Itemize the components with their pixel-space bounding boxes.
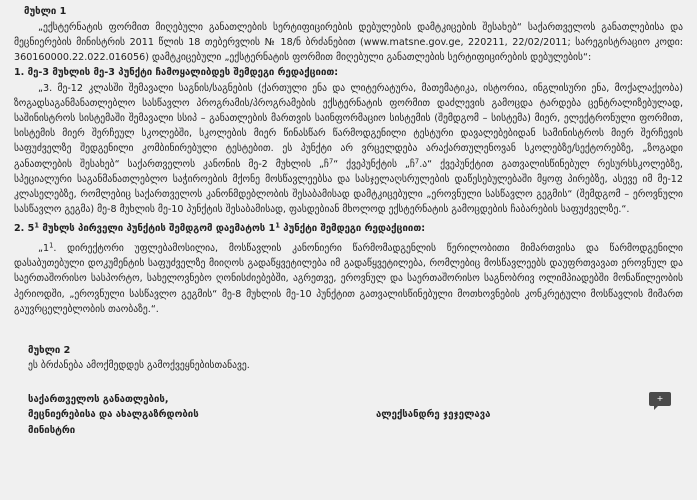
item-2-body-sup: 1 bbox=[49, 241, 54, 250]
article-2-title: მუხლი 2 bbox=[28, 344, 71, 356]
item-1-body-rest: .ა“ ქვეპუნქტით გათვალისწინებულ რესურსსკოლებზე, სპეციალური საგანმანათლებლო საჭიროების მქონე მოსწავლეებსა და სასჯელაღსრულების დაწესებულებაში მყოფ პირებზე, ასევე იმ მე-12 კლასელებზე, რომლებიც საქართველოს კანონმდებლობის შესაბამისად დამტკიცებული „ეროვნული სასწავლო გეგმის“ (შემდგომ – ეროვნული სასწავლო გეგმა) მე-8 მუხლის მე-10 პუნქტის შესაბამისად, ფასდებიან მხოლოდ ექსტერნატის გამოცდების ჩაბარების საფუძველზე.“. bbox=[14, 158, 683, 216]
item-1-superscript-2: 7 bbox=[414, 156, 420, 165]
item-2-heading-b: მუხლს პირველი პუნქტის შემდგომ დაემატოს 1 bbox=[39, 223, 276, 235]
signature-title-line-2: მეცნიერებისა და ახალგაზრდობის bbox=[28, 409, 199, 421]
item-2-heading-c: პუნქტი შემდეგი რედაქციით: bbox=[279, 223, 426, 235]
article-1-title: მუხლი 1 bbox=[24, 6, 67, 17]
signature-title-line-1: საქართველოს განათლების, bbox=[28, 393, 169, 405]
article-2-body: ეს ბრძანება ამოქმედდეს გამოქვეყნებისთანავე. bbox=[28, 360, 250, 372]
item-2-body bbox=[14, 241, 683, 317]
item-1-superscript-1: 7 bbox=[328, 156, 334, 165]
signature-block bbox=[28, 392, 683, 439]
item-2-body-a: „1 bbox=[38, 242, 50, 254]
item-2-heading-sup-1: 1 bbox=[34, 221, 40, 230]
signature-title-line-3: მინისტრი bbox=[28, 424, 76, 436]
comment-badge-label: + bbox=[656, 394, 664, 403]
item-1-body-mid: “ ქვეპუნქტის „ჩ bbox=[333, 158, 415, 170]
item-2-heading-sup-2: 1 bbox=[275, 221, 280, 230]
item-1-body-text: „3. მე-12 კლასში შემავალი საგნის/საგნების (ქართული ენა და ლიტერატურა, მათემატიკა, ისტორია, ინგლისური ენა, მოქალაქეობა) ზოგადსაგანმანათლებლო სასწავლო პროგრამის/პროგრამების ექსტერნატის ფორმით დაძლევის გამოცდა ტარდება ცენტრალიზებულად, საშინისტროს სისტემაში შემავალი სსიპ – განათლების მართვის საინფორმაციო სისტემის (შემდგომ – სისტემა) მიერ, ელექტრონული ფორმით, სისტემის მიერ შერჩეულ სკოლებში, სკოლების მიერ წინასწარ წარმოდგენილი ტესტური დავალებებიდან სამინისტროს მიერ შერჩევის საფუძველზე შედგენილი კომბინირებული ტესტებით. ეს პუნქტი არ ვრცელდება არაქართულენოვან სკოლებზე/სექტორებზე, „ზოგადი განათლების შესახებ“ საქართველოს კანონის მე-2 მუხლის „ჩ bbox=[14, 82, 683, 170]
item-2-heading-a: 2. 5 bbox=[14, 223, 35, 235]
article-1-intro: „ექსტერნატის ფორმით მიღებული განათლების სერტიფიცირების დებულების დამტკიცების შესახებ“ საქართველოს განათლებისა და მეცნიერების მინისტრის 2011 წლის 18 თებერვლის № 18/ნ ბრძანებით (www.matsne.gov.ge, 220211, 22/02/2011; სარეგისტრაციო კოდი: 360160000.22.022.016056) დამტკიცებული „ექსტერნატის ფორმით მიღებული განათლების სერტიფიცირების დებულების“: bbox=[14, 21, 683, 63]
item-2-body-b: . დირექტორი უფლებამოსილია, მოსწავლის კანონიერი წარმომადგენლის წერილობითი მიმართვისა და წარმოდგენილი დასაბუთებული დოკუმენტის საფუძველზე მიიღოს გადაწყვეტილება იმ გადაწყვეტილება, რომლებიც მოსწავლეებს დაუფრთვავათ ეროვნულ და საერთაშორისო სასპორტო, სახელოვნებო ღონისძიებებში, აგრეთვე, ეროვნულ და საერთაშორისო საგნობრივ ოლიმპიადებში მონაწილეობის პერიოდში, „ეროვნული სასწავლო გეგმის“ მე-8 მუხლის მე-10 პუნქტით გათვალისწინებული მოთხოვნების კონკრეტული მოსწავლის მიმართ გაუვრცელებლობის თაობაზე.“. bbox=[14, 242, 683, 315]
item-2-heading bbox=[14, 221, 683, 237]
item-1-body bbox=[14, 81, 683, 218]
signatory-name: ალექსანდრე ჯეჯელავა bbox=[376, 409, 491, 421]
article-2 bbox=[28, 343, 683, 374]
item-1-heading: 1. მე-3 მუხლის მე-3 პუნქტი ჩამოყალიბდეს შემდეგი რედაქციით: bbox=[14, 67, 339, 79]
